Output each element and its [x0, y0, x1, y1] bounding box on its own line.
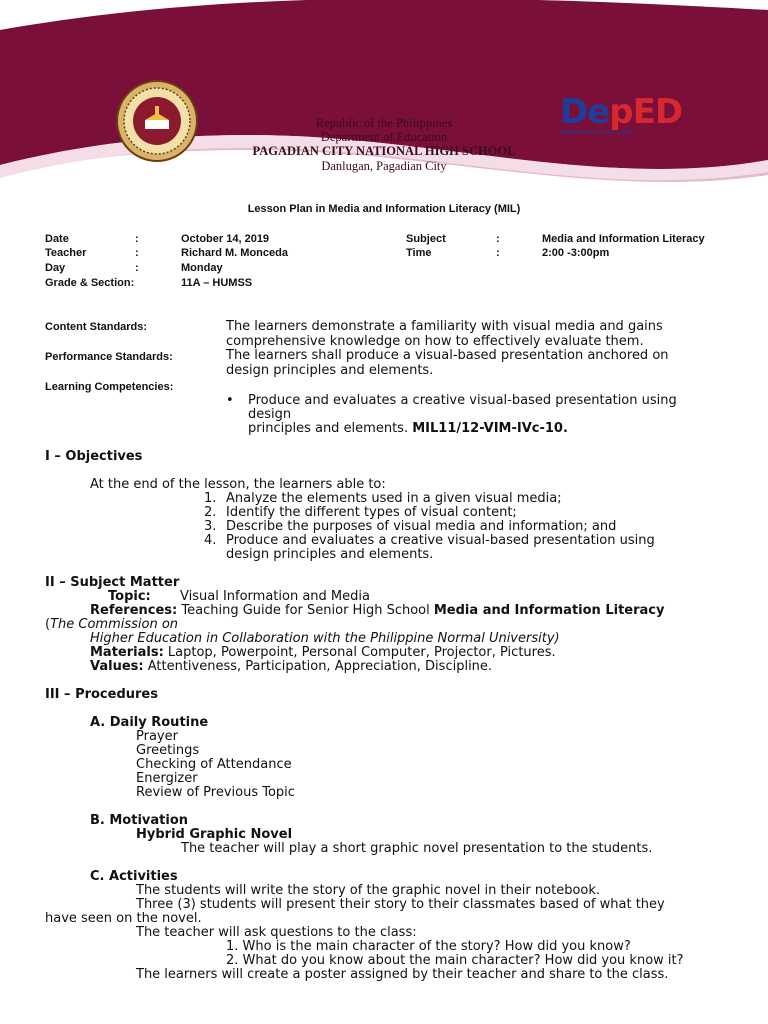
performance-standards-text: The learners shall produce a visual-based presentation anchored on design principles and elements.: [226, 348, 669, 378]
grade-value: 11A – HUMSS: [181, 277, 253, 289]
question-2: 2. What do you know about the main character? How did you know it?: [226, 953, 684, 968]
lesson-plan-title: Lesson Plan in Media and Information Literacy (MIL): [247, 203, 521, 215]
references-line: References: Teaching Guide for Senior High School Media and Information Literacy: [90, 603, 665, 618]
motivation-title: Hybrid Graphic Novel: [136, 827, 293, 842]
day-value: Monday: [181, 262, 223, 274]
subject-colon: :: [496, 233, 500, 245]
subject-matter-heading: II – Subject Matter: [45, 575, 180, 590]
header-republic: Republic of the Philippines: [315, 116, 453, 130]
motivation-text: The teacher will play a short graphic novel presentation to the students.: [181, 841, 653, 856]
list-item: 4. Produce and evaluates a creative visual-based presentation using design principles and elements.: [204, 533, 655, 562]
date-label: Date: [45, 233, 69, 245]
references-commission: (The Commission on: [45, 617, 179, 632]
time-colon: :: [496, 247, 500, 259]
performance-standards-label: Performance Standards:: [45, 351, 173, 363]
objectives-heading: I – Objectives: [45, 449, 143, 464]
list-item: Greetings: [136, 743, 200, 758]
list-item: 3. Describe the purposes of visual media and information; and: [204, 519, 617, 534]
activities-line-1: The students will write the story of the graphic novel in their notebook.: [136, 883, 601, 898]
header-address: Danlugan, Pagadian City: [321, 159, 447, 173]
list-item: Energizer: [136, 771, 198, 786]
daily-routine-heading: A. Daily Routine: [90, 715, 209, 730]
activities-line-2-cont: have seen on the novel.: [45, 911, 202, 926]
header-school-name: PAGADIAN CITY NATIONAL HIGH SCHOOL: [252, 144, 516, 158]
deped-logo: DepED DEPARTMENT OF EDUCATION: [560, 92, 683, 136]
references-institution: Higher Education in Collaboration with the Philippine Normal University): [90, 631, 560, 646]
teacher-value: Richard M. Monceda: [181, 247, 288, 259]
activities-line-4: The learners will create a poster assigned by their teacher and share to the class.: [136, 967, 669, 982]
list-item: 2. Identify the different types of visual content;: [204, 505, 517, 520]
daily-routine-list: [136, 730, 295, 800]
content-standards-label: Content Standards:: [45, 321, 148, 333]
objectives-list: [204, 492, 704, 562]
time-value: 2:00 -3:00pm: [542, 247, 610, 259]
list-item: Checking of Attendance: [136, 757, 292, 772]
values-line: Values: Attentiveness, Participation, Appreciation, Discipline.: [90, 659, 493, 674]
question-1: 1. Who is the main character of the story? How did you know?: [226, 939, 631, 954]
activities-line-3: The teacher will ask questions to the class:: [136, 925, 417, 940]
learning-competencies-label: Learning Competencies:: [45, 381, 174, 393]
subject-value: Media and Information Literacy: [542, 233, 705, 245]
activities-heading: C. Activities: [90, 869, 178, 884]
teacher-colon: :: [135, 247, 139, 259]
header-department: Department of Education: [320, 130, 448, 144]
content-standards-text: The learners demonstrate a familiarity with visual media and gains comprehensive knowledge on how to effectively evaluate them.: [226, 319, 663, 349]
date-value: October 14, 2019: [181, 233, 270, 245]
activities-line-2: Three (3) students will present their story to their classmates based of what they: [136, 897, 665, 912]
objectives-intro: At the end of the lesson, the learners able to:: [90, 477, 386, 492]
procedures-heading: III – Procedures: [45, 687, 158, 702]
time-label: Time: [406, 247, 432, 259]
motivation-heading: B. Motivation: [90, 813, 189, 828]
list-item: Review of Previous Topic: [136, 785, 295, 800]
list-item: Prayer: [136, 729, 178, 744]
topic-label: Topic:: [108, 589, 151, 604]
grade-label: Grade & Section:: [45, 277, 135, 289]
teacher-label: Teacher: [45, 247, 87, 259]
date-colon: :: [135, 233, 139, 245]
subject-label: Subject: [406, 233, 446, 245]
day-label: Day: [45, 262, 66, 274]
bullet-icon: •: [226, 393, 234, 408]
topic-value: Visual Information and Media: [180, 589, 370, 604]
competency-text: Produce and evaluates a creative visual-based presentation using design principles and elements. MIL11/12-VIM-IVc-10.: [248, 393, 677, 436]
materials-line: Materials: Laptop, Powerpoint, Personal Computer, Projector, Pictures.: [90, 645, 556, 660]
list-item: 1. Analyze the elements used in a given visual media;: [204, 491, 562, 506]
day-colon: :: [135, 262, 139, 274]
